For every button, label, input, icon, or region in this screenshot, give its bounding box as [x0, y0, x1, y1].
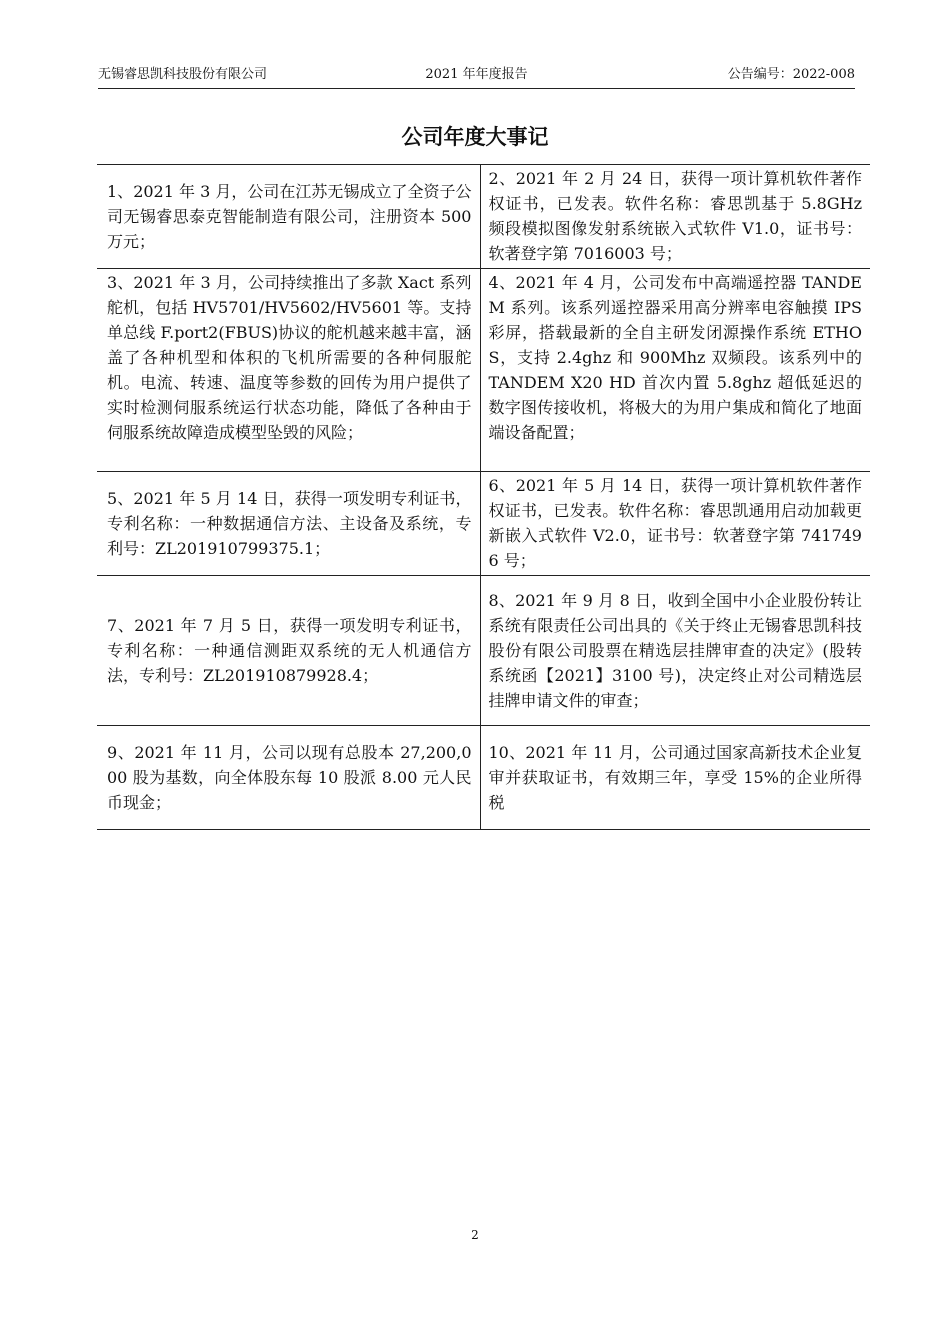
- event-cell: 8、2021 年 9 月 8 日，收到全国中小企业股份转让系统有限责任公司出具的《关于终止无锡睿思凯科技股份有限公司股票在精选层挂牌审查的决定》(股转系统函【2021】3100 号)，决定终止对公司精选层挂牌申请文件的审查；: [480, 576, 870, 726]
- event-cell: 4、2021 年 4 月，公司发布中高端遥控器 TANDEM 系列。该系列遥控器采用高分辨率电容触摸 IPS 彩屏，搭载最新的全自主研发闭源操作系统 ETHOS，支持 2.4ghz 和 900Mhz 双频段。该系列中的 TANDEM X20 HD 首次内置 5.8ghz 超低延迟的数字图传接收机，将极大的为用户集成和简化了地面端设备配置；: [480, 269, 870, 472]
- page-number: 2: [471, 1228, 479, 1242]
- event-cell: 10、2021 年 11 月，公司通过国家高新技术企业复审并获取证书，有效期三年，享受 15%的企业所得税: [480, 726, 870, 830]
- header-report-title: 2021 年年度报告: [425, 67, 528, 82]
- event-cell: 3、2021 年 3 月，公司持续推出了多款 Xact 系列舵机，包括 HV5701/HV5602/HV5601 等。支持单总线 F.port2(FBUS)协议的舵机越来越丰富，涵盖了各种机型和体积的飞机所需要的各种伺服舵机。电流、转速、温度等参数的回传为用户提供了实时检测伺服系统运行状态功能，降低了各种由于伺服系统故障造成模型坠毁的风险；: [97, 269, 480, 472]
- table-row: [97, 165, 870, 269]
- page-title: 公司年度大事记: [401, 125, 549, 149]
- table-row: [97, 726, 870, 830]
- header-announcement-number: 公告编号：2022-008: [727, 67, 855, 82]
- table-row: [97, 576, 870, 726]
- table-row: [97, 269, 870, 472]
- table-row: [97, 472, 870, 576]
- header-company-name: 无锡睿思凯科技股份有限公司: [98, 67, 268, 82]
- event-cell: 7、2021 年 7 月 5 日，获得一项发明专利证书，专利名称：一种通信测距双系统的无人机通信方法，专利号：ZL201910879928.4；: [97, 576, 480, 726]
- event-cell: 2、2021 年 2 月 24 日，获得一项计算机软件著作权证书，已发表。软件名称：睿思凯基于 5.8GHz 频段模拟图像发射系统嵌入式软件 V1.0，证书号：软著登字第 7016003 号；: [480, 165, 870, 269]
- event-cell: 5、2021 年 5 月 14 日，获得一项发明专利证书，专利名称：一种数据通信方法、主设备及系统，专利号：ZL201910799375.1；: [97, 472, 480, 576]
- event-cell: 6、2021 年 5 月 14 日，获得一项计算机软件著作权证书，已发表。软件名称：睿思凯通用启动加载更新嵌入式软件 V2.0，证书号：软著登字第 7417496 号；: [480, 472, 870, 576]
- event-cell: 1、2021 年 3 月，公司在江苏无锡成立了全资子公司无锡睿思泰克智能制造有限公司，注册资本 500 万元；: [97, 165, 480, 269]
- events-table: [97, 164, 870, 830]
- event-cell: 9、2021 年 11 月，公司以现有总股本 27,200,000 股为基数，向全体股东每 10 股派 8.00 元人民币现金；: [97, 726, 480, 830]
- page-header: [98, 66, 855, 89]
